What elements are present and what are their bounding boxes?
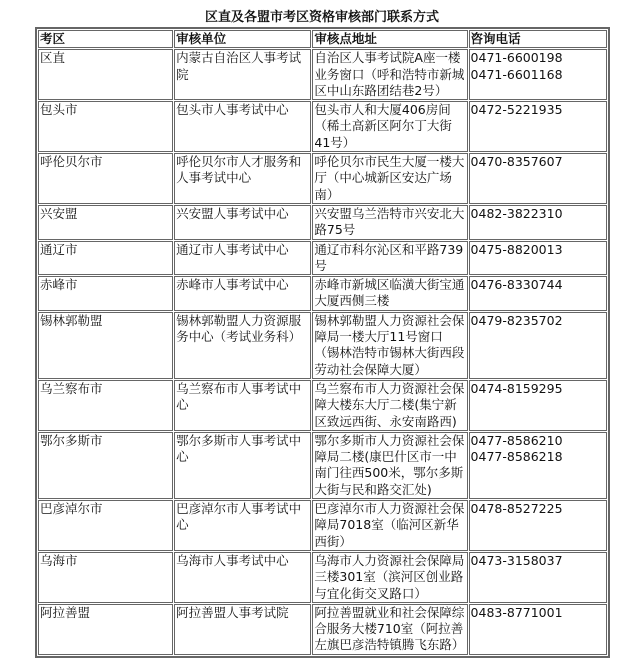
address-cell: 通辽市科尔沁区和平路739号 (312, 241, 467, 276)
region-cell: 赤峰市 (38, 276, 173, 311)
region-cell: 巴彦淖尔市 (38, 500, 173, 551)
address-cell: 兴安盟乌兰浩特市兴安北大路75号 (312, 205, 467, 240)
address-cell: 乌海市人力资源社会保障局三楼301室（滨河区创业路与宜化街交叉路口） (312, 552, 467, 603)
header-region: 考区 (38, 30, 173, 48)
unit-cell: 乌兰察布市人事考试中心 (174, 380, 311, 431)
header-address: 审核点地址 (312, 30, 467, 48)
phone-cell: 0477-8586210 0477-8586218 (469, 432, 607, 499)
unit-cell: 鄂尔多斯市人事考试中心 (174, 432, 311, 499)
table-row (38, 153, 607, 204)
region-cell: 乌兰察布市 (38, 380, 173, 431)
unit-cell: 巴彦淖尔市人事考试中心 (174, 500, 311, 551)
phone-cell: 0482-3822310 (469, 205, 607, 240)
table-row (38, 276, 607, 311)
address-cell: 自治区人事考试院A座一楼业务窗口（呼和浩特市新城区中山东路团结巷2号） (312, 49, 467, 100)
region-cell: 锡林郭勒盟 (38, 312, 173, 379)
phone-cell: 0483-8771001 (469, 604, 607, 655)
address-cell: 鄂尔多斯市人力资源社会保障局二楼(康巴什区市一中南门往西500米，鄂尔多斯大街与民和路交汇处) (312, 432, 467, 499)
phone-cell: 0478-8527225 (469, 500, 607, 551)
table-row (38, 205, 607, 240)
phone-cell: 0479-8235702 (469, 312, 607, 379)
address-cell: 赤峰市新城区临潢大街宝通大厦西侧三楼 (312, 276, 467, 311)
table-row (38, 241, 607, 276)
page-title: 区直及各盟市考区资格审核部门联系方式 (204, 10, 439, 25)
table-row (38, 380, 607, 431)
phone-cell: 0476-8330744 (469, 276, 607, 311)
table-row (38, 432, 607, 499)
unit-cell: 阿拉善盟人事考试院 (174, 604, 311, 655)
phone-cell: 0474-8159295 (469, 380, 607, 431)
table-row (38, 604, 607, 655)
contact-table (35, 27, 610, 658)
unit-cell: 锡林郭勒盟人力资源服务中心（考试业务科） (174, 312, 311, 379)
region-cell: 呼伦贝尔市 (38, 153, 173, 204)
header-unit: 审核单位 (174, 30, 311, 48)
table-row (38, 500, 607, 551)
unit-cell: 兴安盟人事考试中心 (174, 205, 311, 240)
unit-cell: 包头市人事考试中心 (174, 101, 311, 152)
unit-cell: 呼伦贝尔市人才服务和人事考试中心 (174, 153, 311, 204)
table-header-row (38, 30, 607, 48)
phone-cell: 0475-8820013 (469, 241, 607, 276)
region-cell: 鄂尔多斯市 (38, 432, 173, 499)
header-phone: 咨询电话 (469, 30, 607, 48)
region-cell: 区直 (38, 49, 173, 100)
address-cell: 阿拉善盟就业和社会保障综合服务大楼710室（阿拉善左旗巴彦浩特镇腾飞东路） (312, 604, 467, 655)
phone-cell: 0470-8357607 (469, 153, 607, 204)
table-row (38, 312, 607, 379)
region-cell: 阿拉善盟 (38, 604, 173, 655)
address-cell: 包头市人和大厦406房间（稀土高新区阿尔丁大街41号） (312, 101, 467, 152)
phone-cell: 0473-3158037 (469, 552, 607, 603)
address-cell: 乌兰察布市人力资源社会保障大楼东大厅二楼(集宁新区致远西街、永安南路西) (312, 380, 467, 431)
table-row (38, 101, 607, 152)
unit-cell: 通辽市人事考试中心 (174, 241, 311, 276)
region-cell: 乌海市 (38, 552, 173, 603)
region-cell: 包头市 (38, 101, 173, 152)
phone-cell: 0472-5221935 (469, 101, 607, 152)
region-cell: 通辽市 (38, 241, 173, 276)
table-row (38, 49, 607, 100)
address-cell: 呼伦贝尔市民生大厦一楼大厅（中心城新区安达广场南） (312, 153, 467, 204)
unit-cell: 赤峰市人事考试中心 (174, 276, 311, 311)
table-row (38, 552, 607, 603)
unit-cell: 乌海市人事考试中心 (174, 552, 311, 603)
phone-cell: 0471-6600198 0471-6601168 (469, 49, 607, 100)
address-cell: 锡林郭勒盟人力资源社会保障局一楼大厅11号窗口（锡林浩特市锡林大街西段劳动社会保障大厦） (312, 312, 467, 379)
address-cell: 巴彦淖尔市人力资源社会保障局7018室（临河区新华西街） (312, 500, 467, 551)
unit-cell: 内蒙古自治区人事考试院 (174, 49, 311, 100)
region-cell: 兴安盟 (38, 205, 173, 240)
